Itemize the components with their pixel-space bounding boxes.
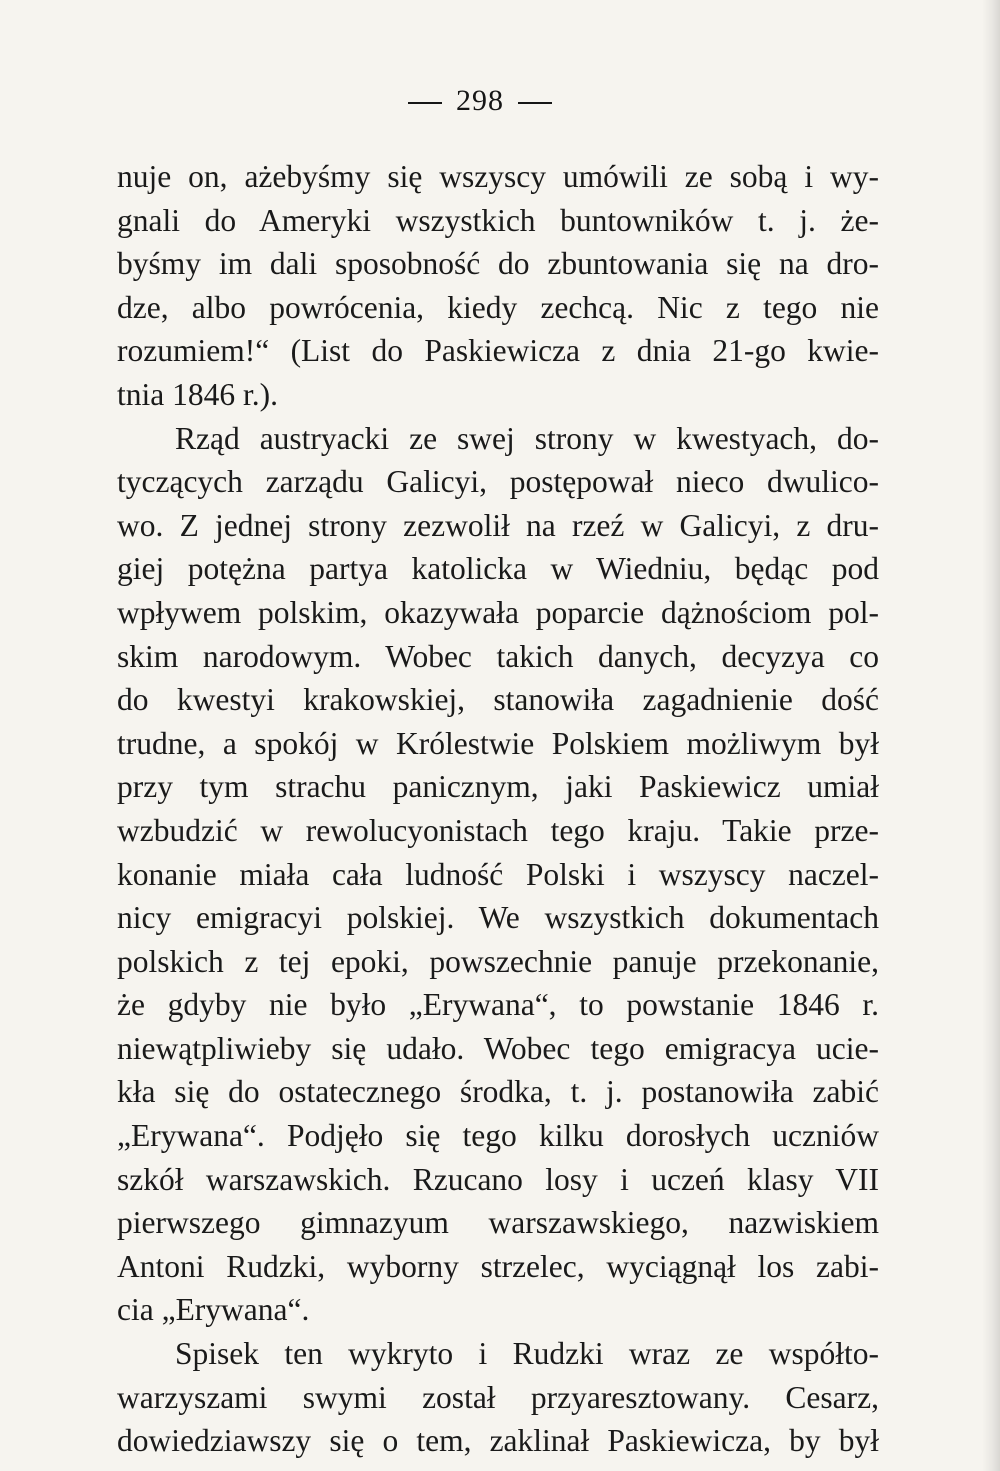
text-line: gnali do Ameryki wszystkich buntowników t. j. że- <box>117 202 879 238</box>
text-line: Spisek ten wykryto i Rudzki wraz ze współto- <box>175 1336 879 1372</box>
text-line: niewątpliwieby się udało. Wobec tego emigracya ucie- <box>117 1030 879 1066</box>
text-line: skim narodowym. Wobec takich danych, decyzya co <box>117 638 879 674</box>
text-line: kła się do ostatecznego środka, t. j. postanowiła zabić <box>117 1074 879 1110</box>
left-dash <box>408 102 442 104</box>
right-dash <box>518 102 552 104</box>
text-line: nicy emigracyi polskiej. We wszystkich dokumentach <box>117 900 879 936</box>
text-line: do kwestyi krakowskiej, stanowiła zagadnienie dość <box>117 682 879 718</box>
text-line: trudne, a spokój w Królestwie Polskiem możliwym był <box>117 725 879 761</box>
text-line: warzyszami swymi został przyaresztowany. Cesarz, <box>117 1379 879 1415</box>
text-line: cia „Erywana“. <box>117 1292 310 1328</box>
text-line: wpływem polskim, okazywała poparcie dążnościom pol- <box>117 594 879 630</box>
text-line: szkół warszawskich. Rzucano losy i uczeń klasy VII <box>117 1161 879 1197</box>
text-line: dowiedziawszy się o tem, zaklinał Paskiewicza, by był <box>117 1423 879 1459</box>
text-line: dze, albo powrócenia, kiedy zechcą. Nic z tego nie <box>117 289 879 325</box>
text-line: nuje on, ażebyśmy się wszyscy umówili ze sobą i wy- <box>117 159 879 194</box>
text-line: giej potężna partya katolicka w Wiedniu, będąc pod <box>117 551 879 587</box>
text-line: wo. Z jednej strony zezwolił na rzeź w Galicyi, z dru- <box>117 507 879 543</box>
page-edge-shadow <box>982 0 1000 1471</box>
text-line: byśmy im dali sposobność do zbuntowania się na dro- <box>117 246 879 282</box>
text-line: przy tym strachu panicznym, jaki Paskiewicz umiał <box>117 769 879 805</box>
text-line: tyczących zarządu Galicyi, postępował nieco dwulico- <box>117 464 879 500</box>
text-line: wzbudzić w rewolucyonistach tego kraju. Takie prze- <box>117 812 879 848</box>
text-line: „Erywana“. Podjęło się tego kilku dorosłych uczniów <box>117 1118 879 1154</box>
text-line: rozumiem!“ (List do Paskiewicza z dnia 21-go kwie- <box>117 333 879 369</box>
text-line: polskich z tej epoki, powszechnie panuje przekonanie, <box>117 943 879 979</box>
text-line: pierwszego gimnazyum warszawskiego, nazwiskiem <box>117 1205 879 1241</box>
body-text <box>117 155 879 1463</box>
text-line: że gdyby nie było „Erywana“, to powstanie 1846 r. <box>117 987 879 1023</box>
text-line: Antoni Rudzki, wyborny strzelec, wyciągnął los zabi- <box>117 1248 879 1284</box>
page-number-header <box>0 84 960 118</box>
text-line: konanie miała cała ludność Polski i wszyscy naczel- <box>117 856 879 892</box>
text-line: Rząd austryacki ze swej strony w kwestyach, do- <box>175 420 879 456</box>
page-number: 298 <box>456 84 504 117</box>
text-line: tnia 1846 r.). <box>117 376 278 412</box>
